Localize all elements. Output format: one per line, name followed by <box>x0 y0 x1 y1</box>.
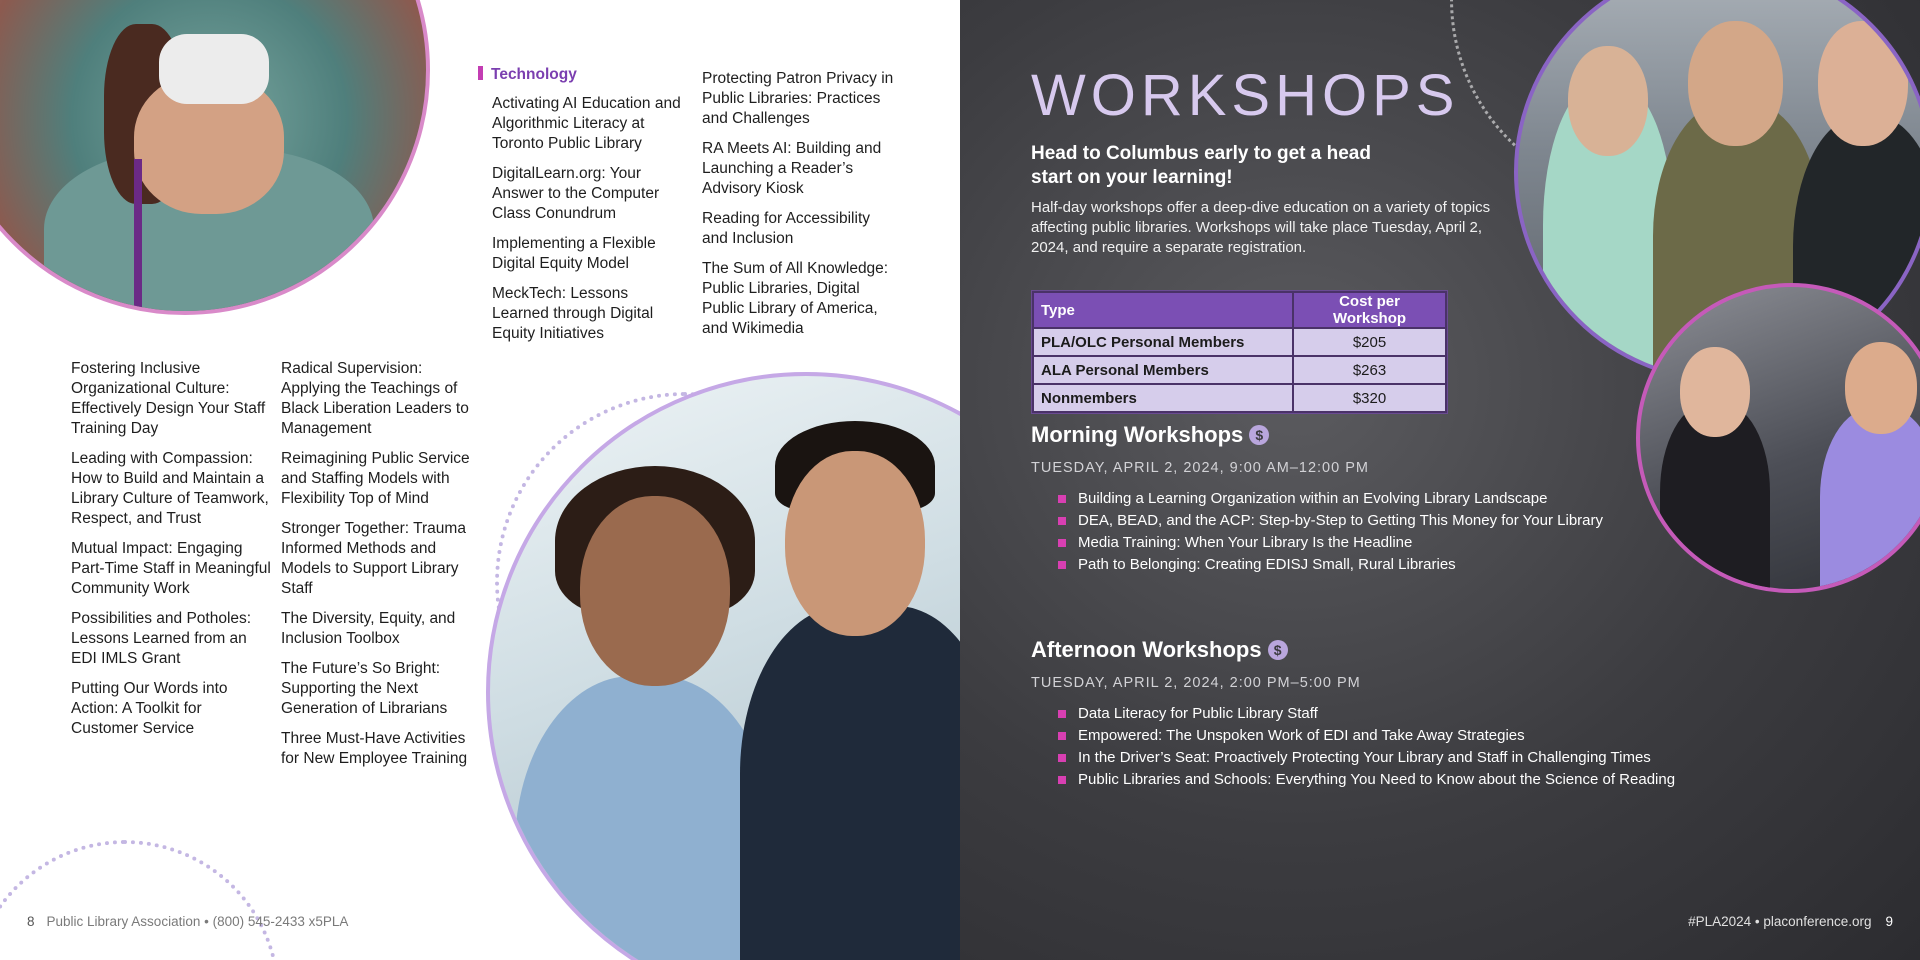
session-column-technology <box>492 66 684 354</box>
vr-headset-photo <box>0 0 430 315</box>
table-discussion-photo <box>1636 283 1920 593</box>
session-title: Fostering Inclusive Organizational Culture: Effectively Design Your Staff Training Day <box>71 360 266 437</box>
dollar-icon: $ <box>1249 425 1269 445</box>
session-column-a <box>71 359 271 749</box>
list-item: Empowered: The Unspoken Work of EDI and Take Away Strategies <box>1058 726 1778 746</box>
table-row <box>1034 329 1445 355</box>
workshop-cost-table <box>1031 290 1448 414</box>
session-title: The Diversity, Equity, and Inclusion Toolbox <box>281 610 456 647</box>
lead-heading: Head to Columbus early to get a head start on your learning! <box>1031 143 1371 188</box>
page-title: WORKSHOPS <box>1031 63 1460 128</box>
column-header-type: Type <box>1034 293 1292 327</box>
session-title: Putting Our Words into Action: A Toolkit for Customer Service <box>71 680 228 737</box>
list-item: In the Driver’s Seat: Proactively Protecting Your Library and Staff in Challenging Times <box>1058 748 1778 768</box>
right-page-footer <box>1688 914 1893 929</box>
price: $320 <box>1294 385 1445 411</box>
morning-workshops-heading: Morning Workshops $ <box>1031 422 1269 448</box>
session-title: Reimagining Public Service and Staffing Models with Flexibility Top of Mind <box>281 450 470 507</box>
morning-date: TUESDAY, APRIL 2, 2024, 9:00 AM–12:00 PM <box>1031 460 1369 476</box>
dotted-arc-decoration-bottom <box>0 840 280 960</box>
member-type: Nonmembers <box>1034 385 1292 411</box>
morning-workshop-list <box>1058 489 1618 577</box>
session-column-b <box>281 359 477 779</box>
afternoon-workshops-heading: Afternoon Workshops $ <box>1031 637 1288 663</box>
table-header-row <box>1034 293 1445 327</box>
footer-text: Public Library Association • (800) 545-2433 x5PLA <box>46 914 349 929</box>
session-title: RA Meets AI: Building and Launching a Reader’s Advisory Kiosk <box>702 140 882 197</box>
session-title: Implementing a Flexible Digital Equity Model <box>492 235 656 272</box>
list-item: Media Training: When Your Library Is the Headline <box>1058 533 1618 553</box>
session-title: Reading for Accessibility and Inclusion <box>702 210 870 247</box>
session-title: Stronger Together: Trauma Informed Methods and Models to Support Library Staff <box>281 520 466 597</box>
session-title: Protecting Patron Privacy in Public Libraries: Practices and Challenges <box>702 70 894 127</box>
dollar-icon: $ <box>1268 640 1288 660</box>
price: $263 <box>1294 357 1445 383</box>
list-item: Building a Learning Organization within an Evolving Library Landscape <box>1058 489 1618 509</box>
column-header-cost: Cost per Workshop <box>1294 293 1445 327</box>
afternoon-date: TUESDAY, APRIL 2, 2024, 2:00 PM–5:00 PM <box>1031 675 1361 691</box>
session-title: MeckTech: Lessons Learned through Digital Equity Initiatives <box>492 285 654 342</box>
session-title: Leading with Compassion: How to Build and Maintain a Library Culture of Teamwork, Respect, and Trust <box>71 450 269 527</box>
list-item: Path to Belonging: Creating EDISJ Small, Rural Libraries <box>1058 555 1618 575</box>
right-page <box>960 0 1920 960</box>
page-number: 9 <box>1885 914 1893 929</box>
table-row <box>1034 385 1445 411</box>
session-title: Mutual Impact: Engaging Part-Time Staff in Meaningful Community Work <box>71 540 271 597</box>
list-item: DEA, BEAD, and the ACP: Step-by-Step to Getting This Money for Your Library <box>1058 511 1618 531</box>
session-column-d <box>702 69 897 349</box>
session-title: Possibilities and Potholes: Lessons Learned from an EDI IMLS Grant <box>71 610 252 667</box>
price: $205 <box>1294 329 1445 355</box>
footer-text: #PLA2024 • placonference.org <box>1688 914 1872 929</box>
session-title: DigitalLearn.org: Your Answer to the Computer Class Conundrum <box>492 165 660 222</box>
intro-paragraph: Half-day workshops offer a deep-dive education on a variety of topics affecting public libraries. Workshops will take place Tuesday, April 2, 2024, and require a separate registration. <box>1031 199 1491 256</box>
category-marker-icon <box>478 66 483 80</box>
category-heading: Technology <box>478 66 684 84</box>
list-item: Data Literacy for Public Library Staff <box>1058 704 1778 724</box>
session-title: Three Must-Have Activities for New Employee Training <box>281 730 468 767</box>
session-title: Radical Supervision: Applying the Teachings of Black Liberation Leaders to Management <box>281 360 469 437</box>
page-number: 8 <box>27 914 35 929</box>
session-title: Activating AI Education and Algorithmic Literacy at Toronto Public Library <box>492 95 681 152</box>
member-type: ALA Personal Members <box>1034 357 1292 383</box>
member-type: PLA/OLC Personal Members <box>1034 329 1292 355</box>
session-title: The Future’s So Bright: Supporting the Next Generation of Librarians <box>281 660 448 717</box>
list-item: Public Libraries and Schools: Everything You Need to Know about the Science of Reading <box>1058 770 1778 790</box>
session-title: The Sum of All Knowledge: Public Libraries, Digital Public Library of America, and Wikimedia <box>702 260 889 337</box>
table-row <box>1034 357 1445 383</box>
afternoon-workshop-list <box>1058 704 1778 792</box>
left-page-footer <box>27 914 348 929</box>
